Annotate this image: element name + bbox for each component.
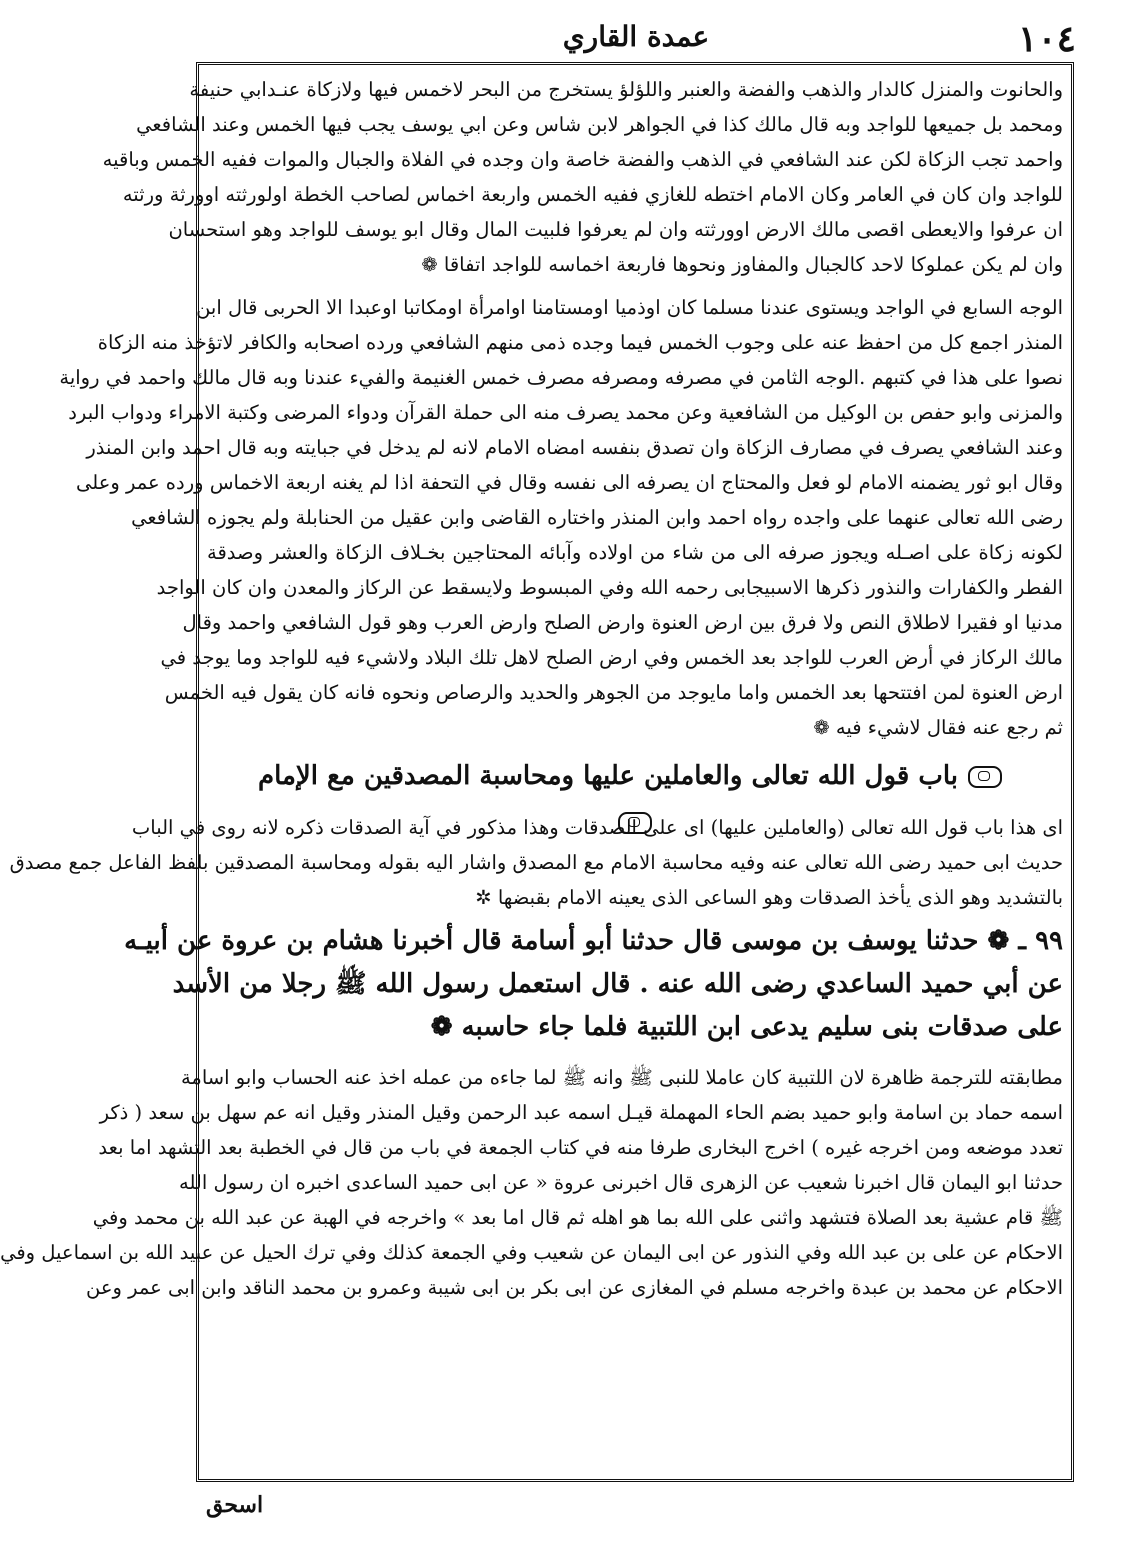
text-line: بالتشديد وهو الذى يأخذ الصدقات وهو الساعى الذى يعينه الامام بقبضها ✲	[475, 886, 1063, 909]
text-line: ثم رجع عنه فقال لاشيء فيه ❁	[813, 716, 1063, 739]
text-line: ومحمد بل جميعها للواجد وبه قال مالك كذا في الجواهر لابن شاس وعن ابي يوسف يجب فيها الخمس وعند الشافعي	[136, 113, 1063, 136]
text-line: واحمد تجب الزكاة لكن عند الشافعي في الذهب والفضة خاصة وان وجده في الفلاة والجبال والموات ففيه الخمس وباقيه	[102, 148, 1063, 171]
text-line: المنذر اجمع كل من احفظ عنه على وجوب الخمس فيما وجده ذمى منهم الشافعي ورده اصحابه والكافر لاتؤخذ منه الزكاة	[97, 331, 1063, 354]
chapter-title: باب قول الله تعالى والعاملين عليها ومحاسبة المصدقين مع الإمام	[257, 761, 958, 791]
text-line: مدنيا او فقيرا لاطلاق النص ولا فرق بين ارض العنوة وارض الصلح وارض العرب وهو قول الشافعي واحمد وقال	[182, 611, 1063, 634]
text-line: الاحكام عن محمد بن عبدة واخرجه مسلم في المغازى عن ابى بكر بن ابى شيبة وعمرو بن محمد الناقد وابن ابى عمر وعن	[86, 1276, 1063, 1299]
hadith-line: عن أبي حميد الساعدي رضى الله عنه . قال استعمل رسول الله ﷺ رجلا من الأسد	[172, 969, 1063, 999]
text-line: والحانوت والمنزل كالدار والذهب والفضة والعنبر واللؤلؤ يستخرج من البحر لاخمس فيها ولازكاة عنـدابي حنيفة	[189, 78, 1063, 101]
text-body	[0, 71, 1063, 1473]
text-line: مالك الركاز في أرض العرب للواجد بعد الخمس وفي ارض الصلح لاهل تلك البلاد ولاشيء فيه للواجد وما يوجد في	[160, 646, 1063, 669]
text-line: وان لم يكن عملوكا لاحد كالجبال والمفاوز ونحوها فاربعة اخماسه للواجد اتفاقا ❁	[421, 253, 1063, 276]
text-line: ان عرفوا والايعطى اقصى مالك الارض اوورثته وان لم يعرفوا فلبيت المال وقال ابو يوسف للواجد وهو استحسان	[168, 218, 1063, 241]
text-line: وقال ابو ثور يضمنه الامام لو فعل والمحتاج ان يصرفه الى نفسه وقال في التحفة اذا لم يغنه اربعة الاخماس ورده عمر وعلى	[75, 471, 1063, 494]
hadith-line: على صدقات بنى سليم يدعى ابن اللتبية فلما جاء حاسبه ❁	[430, 1012, 1063, 1042]
text-line: وعند الشافعي يصرف في مصارف الزكاة وان تصدق بنفسه امضاه الامام لانه لم يدخل في جبايته وبه قال احمد وابن المنذر	[86, 436, 1063, 459]
text-line: مطابقته للترجمة ظاهرة لان اللتبية كان عاملا للنبى ﷺ وانه ﷺ لما جاءه من عمله اخذ عنه الحساب وابو اسامة	[180, 1066, 1063, 1089]
catchword: اسحق	[206, 1492, 264, 1518]
page-header	[196, 18, 1076, 66]
page-number: ١٠٤	[1017, 18, 1076, 60]
text-frame	[0, 62, 1074, 1482]
text-line: رضى الله تعالى عنهما على واجده رواه احمد وابن المنذر واختاره القاضى وابن عقيل من الحنابلة ولم يجوزه الشافعي	[131, 506, 1063, 529]
text-line: والمزنى وابو حفص بن الوكيل من الشافعية وعن محمد يصرف منه الى حملة القرآن ودواء المرضى وكتبة الامراء ودواب البرد	[68, 401, 1063, 424]
text-line: للواجد وان كان في العامر وكان الامام اختطه للغازي ففيه الخمس واربعة اخماس لصاحب الخطة اولورثته اوورثة ورثته	[122, 183, 1063, 206]
text-line: ﷺ قام عشية بعد الصلاة فتشهد واثنى على الله بما هو اهله ثم قال اما بعد » واخرجه في الهبة عن عبد الله بن محمد وفي	[92, 1206, 1063, 1229]
text-line: الوجه السابع في الواجد ويستوى عندنا مسلما كان اوذميا اومستامنا اوامرأة اومكاتبا اوعبدا الا الحربى قال ابن	[196, 296, 1063, 319]
text-line: الاحكام عن على بن عبد الله وفي النذور عن ابى اليمان عن شعيب وفي الجمعة كذلك وفي ترك الحيل عن عبيد الله بن اسماعيل وفي	[0, 1241, 1063, 1264]
text-line: اى هذا باب قول الله تعالى (والعاملين عليها) اى على الصدقات وهذا مذكور في آية الصدقات ذكره لانه روى في الباب	[131, 816, 1063, 839]
text-line: حديث ابى حميد رضى الله تعالى عنه وفيه محاسبة الامام مع المصدق واشار اليه بقوله ومحاسبة المصدقين بلفظ الفاعل جمع مصدق	[9, 851, 1063, 874]
hadith-line: ٩٩ ـ ❁ حدثنا يوسف بن موسى قال حدثنا أبو أسامة قال أخبرنا هشام بن عروة عن أبيـه	[124, 926, 1063, 956]
text-line: الفطر والكفارات والنذور ذكرها الاسبيجابى رحمه الله وفي المبسوط ولايسقط عن الركاز والمعدن وان كان الواجد	[156, 576, 1063, 599]
text-line: لكونه زكاة على اصـله ويجوز صرفه الى من شاء من اولاده وآبائه المحتاجين بخـلاف الزكاة والعشر وصدقة	[207, 541, 1063, 564]
text-line: تعدد موضعه ومن اخرجه غيره ) اخرج البخارى طرفا منه في كتاب الجمعة في باب من قال في الخطبة بعد التشهد اما بعد	[98, 1136, 1063, 1159]
chapter-heading	[247, 753, 1023, 799]
text-line: نصوا على هذا في كتبهم .الوجه الثامن في مصرفه ومصرفه مصرف خمس الغنيمة والفيء عندنا وبه قال مالك واحمد في رواية	[59, 366, 1063, 389]
ornament-icon	[968, 766, 1002, 788]
running-title: عمدة القاري	[562, 20, 710, 53]
text-line: ارض العنوة لمن افتتحها بعد الخمس واما مايوجد من الجوهر والحديد والرصاص ونحوه فانه كان يقول فيه الخمس	[164, 681, 1063, 704]
text-line: حدثنا ابو اليمان قال اخبرنا شعيب عن الزهرى قال اخبرنى عروة « عن ابى حميد الساعدى اخبره ان رسول الله	[179, 1171, 1063, 1194]
text-line: اسمه حماد بن اسامة وابو حميد بضم الحاء المهملة قيـل اسمه عبد الرحمن وقيل المنذر وقيل انه عم سهل بن سعد ( ذكر	[99, 1101, 1063, 1124]
